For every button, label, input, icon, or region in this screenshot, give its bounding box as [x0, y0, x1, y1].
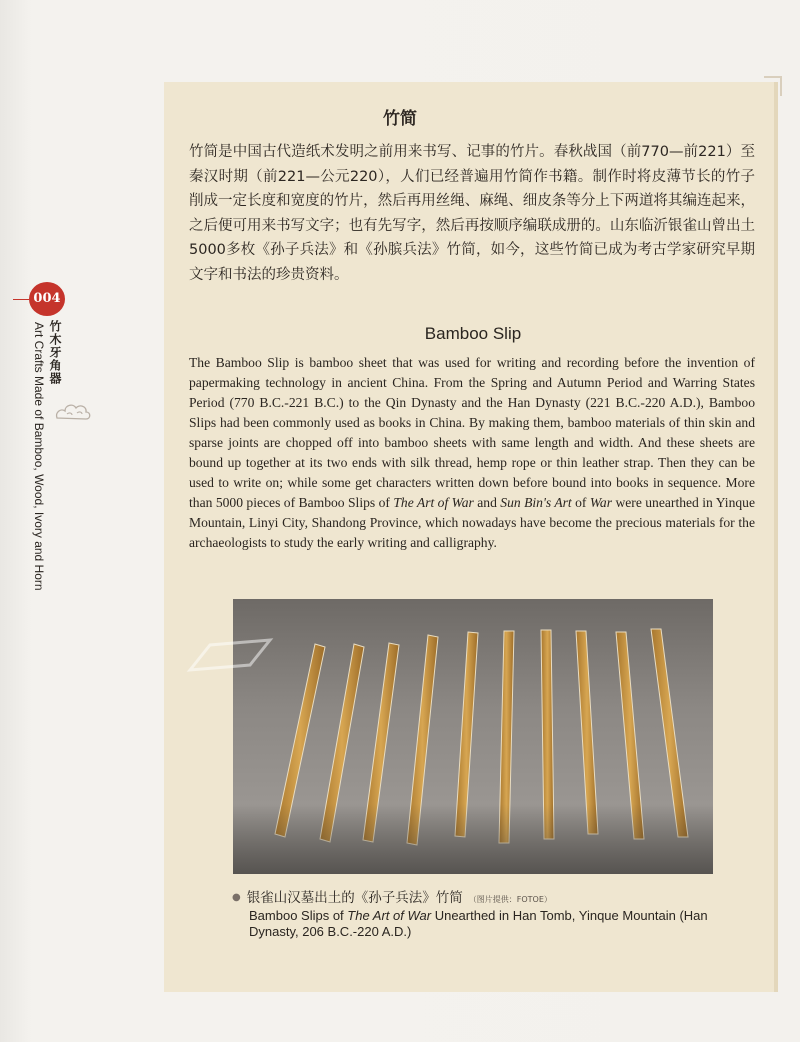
photo-shadow — [233, 804, 713, 874]
english-section-title: Bamboo Slip — [424, 324, 522, 343]
caption-text: Unearthed in Han Tomb, Yinque Mountain (Han Dynasty, 206 B.C.-220 A.D.) — [249, 908, 708, 939]
figure-caption-chinese — [232, 886, 552, 906]
series-title-chinese: 竹木牙角器 — [48, 320, 62, 385]
english-section-paragraph — [189, 353, 755, 553]
page-number-rule — [13, 299, 29, 300]
chinese-section-title: 竹简 — [383, 109, 417, 129]
book-title-sun-bin: Sun Bin's Art — [500, 495, 572, 510]
corner-ornament-icon — [764, 76, 782, 96]
caption-text: 银雀山汉墓出土的《孙子兵法》竹简 — [246, 890, 463, 906]
paragraph-text: and — [473, 495, 501, 510]
photo-credit: （图片提供：FOTOE） — [468, 895, 552, 904]
bullet-icon: ● — [232, 892, 241, 903]
paragraph-text: The Bamboo Slip is bamboo sheet that was used for writing and recording before the invention of papermaking technology in ancient China. From the Spring and Autumn Period and Warring States Period (770 B.C.-221 B.C.) to the Qin Dynasty and the Han Dynasty (221 B.C.-220 A.D.), Bamboo Slips had been commonly used as books in China. By making them, bamboo materials of thin skin and sparse joints are chopped off into bamboo sheets with same length and width. And these sheets are bound up together at its two ends with silk thread, hemp rope or thin leather strap. Then they can be used to write on; while some get characters written down before bound into books in sequence. More than 5000 pieces of Bamboo Slips of — [189, 355, 755, 510]
chinese-section-paragraph: 竹简是中国古代造纸术发明之前用来书写、记事的竹片。春秋战国（前770—前221）至秦汉时期（前221—公元220），人们已经普遍用竹简作书籍。制作时将皮薄节长的竹子削成一定长度和宽度的竹片，然后再用丝绳、麻绳、细皮条等分上下两道将其编连起来，之后便可用来书写文字；也有先写字，然后再按顺序编联成册的。山东临沂银雀山曾出土5000多枚《孙子兵法》和《孙膑兵法》竹简，如今，这些竹简已成为考古学家研究早期文字和书法的珍贵资料。 — [189, 144, 755, 283]
paragraph-text: of — [571, 495, 590, 510]
bamboo-slips-photo — [233, 599, 713, 874]
cloud-ornament-icon — [53, 400, 93, 426]
paragraph-text: were unearthed in Yinque Mountain, Linyi City, Shandong Province, which nowadays have become the precious materials for the archaeologists to study the early writing and calligraphy. — [189, 495, 756, 550]
caption-text: Bamboo Slips of — [249, 908, 348, 923]
caption-book-title: The Art of War — [347, 908, 432, 923]
page-number-badge: 004 — [29, 282, 65, 316]
book-title-art-of-war: The Art of War — [393, 495, 474, 510]
figure-caption-english — [249, 908, 719, 940]
watermark-logo-icon — [180, 630, 280, 690]
series-title-english: Art Crafts Made of Bamboo, Wood, Ivory and Horn — [32, 322, 46, 591]
book-title-war: War — [589, 495, 613, 510]
